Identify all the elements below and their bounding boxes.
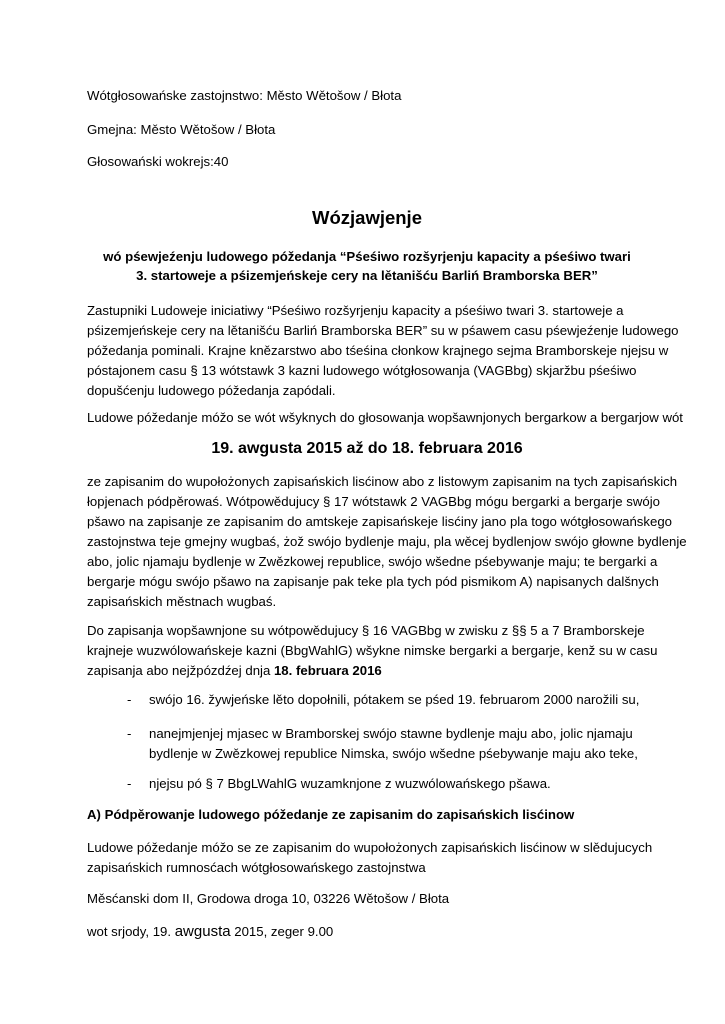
list-item-text: swójo 16. žywjeńske lěto dopołnili, pótakem se pśed 19. februarom 2000 narožili su, [149, 692, 640, 707]
header-municipality: Gmejna: Město Wětošow / Błota [87, 122, 276, 137]
opening-time-line [87, 922, 333, 942]
text-line: zastojnstwa teje gmejny wugbaś, żož swójo bydlenje maju, pla wěcej bydlenjow swójo głowne bydlenje [87, 534, 687, 549]
opening-time-prefix: wot srjody, 19. [87, 924, 175, 939]
text-line: dopušćenju ludowego póžedanja zapódali. [87, 383, 336, 398]
bullet-dash: - [127, 692, 132, 707]
deadline-date: 18. februara 2016 [273, 663, 382, 678]
page-title: Wózjawjenje [312, 207, 422, 228]
subtitle-line-2: 3. startoweje a pśizemjeńskeje cery na lětanišću Barliń Bramborska BER” [136, 268, 598, 283]
list-item-text: nanejmjenjej mjasec w Bramborskej swójo stawne bydlenje maju abo, jolic njamaju [149, 726, 633, 741]
header-authority: Wótgłosowańske zastojnstwo: Město Wětošow / Błota [87, 88, 402, 103]
paragraph-voters: Ludowe póžedanje móžo se wót wšyknych do głosowanja wopšawnjonych bergarkow a bergarjow wót [87, 410, 683, 425]
header-district: Głosowański wokrejs:40 [87, 154, 229, 169]
text-line: póžedanja pominali. Krajne knězarstwo abo tśeśina cłonkow krajnego sejma Bramborskeje njejsu w [87, 343, 669, 358]
bullet-dash: - [127, 726, 132, 741]
bullet-dash: - [127, 776, 132, 791]
text-line: Do zapisanja wopšawnjone su wótpowědujucy § 16 VAGBbg w zwisku z §§ 5 a 7 Bramborskeje [87, 623, 645, 638]
subtitle-line-1: wó pśewjeźenju ludowego póžedanja “Pśeśiwo rozšyrjenju kapacity a pśeśiwo twari [103, 249, 631, 264]
address-line: Měsćanski dom II, Grodowa droga 10, 03226 Wětošow / Błota [87, 891, 450, 906]
text-line: bergarje mógu swójo pšawo na zapisanje pak teke pla tych pód pismikom A) napisanych dalšnych [87, 574, 659, 589]
text-line: zapisańskich městnach wugbaś. [87, 594, 277, 609]
opening-time-month: awgusta [174, 923, 231, 940]
list-item-text: bydlenje w Zwězkowej republice Nimska, swójo wšedne pśebywanje maju ako teke, [149, 746, 638, 761]
text-line-last [87, 661, 643, 681]
paragraph-registration [87, 472, 687, 612]
section-a-heading: A) Pódpěrowanje ludowego póžedanje ze zapisanim do zapisańskich lisćinow [87, 807, 575, 822]
list-item-text: njejsu pó § 7 BbgLWahlG wuzamknjone z wuzwólowańskego pšawa. [149, 776, 551, 791]
opening-time-suffix: 2015, zeger 9.00 [230, 924, 334, 939]
text-line: zapisańskich rumnosćach wótgłosowańskego zastojnstwa [87, 860, 426, 875]
paragraph-section-a [87, 838, 653, 878]
text-line: Zastupniki Ludoweje iniciatiwy “Pśeśiwo rozšyrjenju kapacity a pśeśiwo twari 3. startoweje a [87, 303, 624, 318]
text-line: pšawo na zapisanje ze zapisanim do amtskeje zapisańskeje lisćiny jano pla togo wótgłosowańskego [87, 514, 672, 529]
text-line: krajneje wuzwólowańskeje kazni (BbgWahlG) wšykne nimske bergarki a bergarje, kenž su w casu [87, 643, 658, 658]
date-range-heading: 19. awgusta 2015 až do 18. februara 2016 [211, 440, 523, 457]
paragraph-initiative [87, 301, 679, 401]
text-line: Ludowe póžedanje móžo se ze zapisanim do wupołożonych zapisańskich lisćinow w slědujucych [87, 840, 653, 855]
deadline-prefix: zapisanja abo nejžpózdźej dnja [87, 663, 274, 678]
text-line: póstajonem casu § 13 wótstawk 3 kazni ludowego wótgłosowanja (VAGBbg) skjaržbu pśeśiwo [87, 363, 637, 378]
paragraph-eligibility [87, 621, 658, 681]
text-line: łopjenach pódpěrowaś. Wótpowědujucy § 17 wótstawk 2 VAGBbg mógu bergarki a bergarje swójo [87, 494, 660, 509]
text-line: abo, jolic njamaju bydlenje w Zwězkowej republice, swójo wšedne pśebywanje maju; te bergarki a [87, 554, 658, 569]
text-line: pśizemjeńskeje cery na lětanišću Barliń Bramborska BER” su w pśawem casu pśewjeźenje ludowego [87, 323, 679, 338]
text-line: ze zapisanim do wupołożonych zapisańskich lisćinow abo z listowym zapisanim na tych zapisańskich [87, 474, 678, 489]
